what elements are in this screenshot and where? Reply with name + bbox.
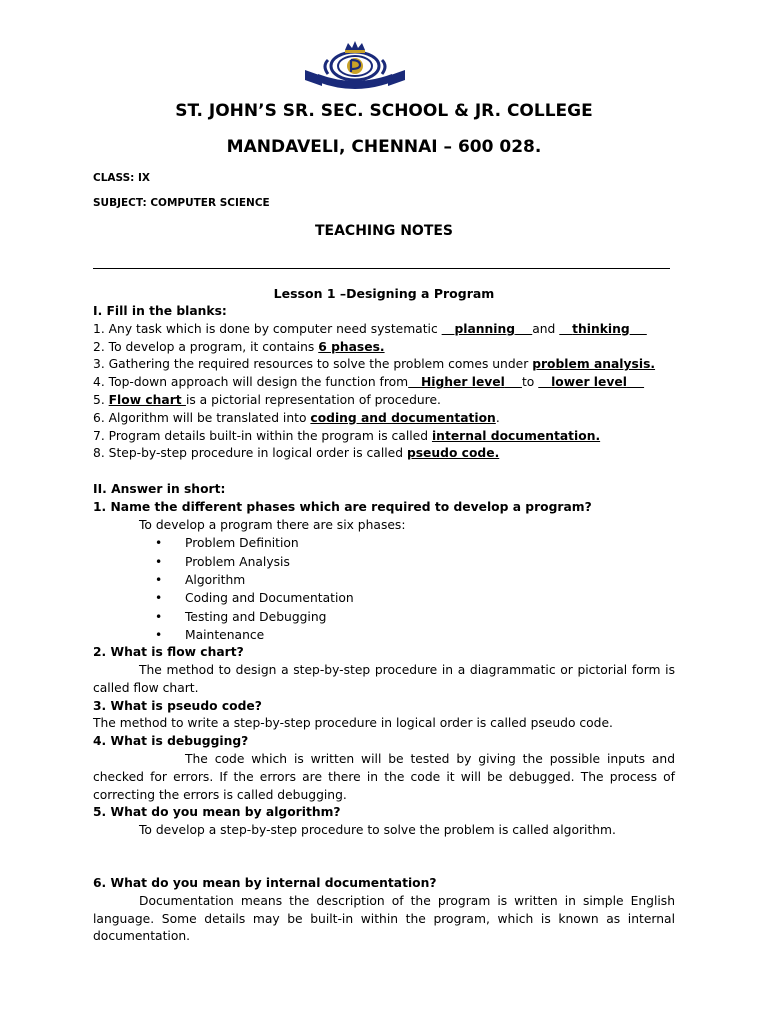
fill-q1-answer2: thinking [572,321,630,336]
fill-q4-blank1 [408,375,522,389]
subject-line: SUBJECT: COMPUTER SCIENCE [93,197,270,209]
bullet: • [155,609,163,624]
fill-q5-text: is a pictorial representation of procedure. [185,392,441,407]
phase-label: Maintenance [185,627,265,642]
bullet: • [155,591,163,606]
phase-label: Testing and Debugging [185,609,327,624]
fill-q8-answer: pseudo code. [406,446,500,461]
fill-q4-mid: to [521,375,539,390]
bullet: • [155,572,163,587]
fill-q1-blank2 [559,322,647,336]
short-a6: Documentation means the description of the program is written in simple English language. Some details may be built-in within the program, which is known as internal documentation. [93,893,675,944]
list-item [93,626,675,644]
school-address: MANDAVELI, CHENNAI – 600 028. [226,137,542,157]
short-a4: The code which is written will be tested by giving the possible inputs and checked for errors. If the errors are there in the code it will be debugged. The process of correcting the errors is called debugging. [93,751,675,802]
short-section-title: II. Answer in short: [93,481,226,496]
fill-q6-answer: coding and documentation [310,410,496,425]
bullet: • [155,554,163,569]
fill-q1-blank1 [442,322,533,336]
fill-q7-answer: internal documentation. [431,428,601,443]
fill-q1-text: 1. Any task which is done by computer need systematic [93,321,442,336]
fill-q2-answer: 6 phases. [318,339,385,354]
phases-list [93,534,675,644]
fill-item-1 [93,321,675,339]
list-item [93,534,675,552]
list-item [93,553,675,571]
school-name: ST. JOHN’S SR. SEC. SCHOOL & JR. COLLEGE [175,101,593,121]
fill-item-6 [93,410,675,428]
fill-q6-period: . [495,410,500,425]
short-a2: The method to design a step-by-step procedure in a diagrammatic or pictorial form is called flow chart. [93,662,675,695]
fill-q7-text: 7. Program details built-in within the program is called [93,428,432,443]
short-q3: 3. What is pseudo code? [93,698,262,713]
fill-item-5: 5. Flow chart is a pictorial representation of procedure. [93,392,441,407]
phase-label: Problem Analysis [185,554,290,569]
fill-q2-text: 2. To develop a program, it contains [93,339,319,354]
fill-item-7 [93,428,675,446]
fill-q1-mid: and [532,321,560,336]
fill-q3-text: 3. Gathering the required resources to solve the problem comes under [93,357,533,372]
class-line: CLASS: IX [93,172,151,184]
bullet: • [155,536,163,551]
short-a3: The method to write a step-by-step procedure in logical order is called pseudo code. [93,716,613,731]
phase-label: Algorithm [185,572,246,587]
fill-q1-answer1: planning [454,321,516,336]
separator-line [93,268,670,269]
fill-q4-blank2 [538,375,644,389]
short-a5: To develop a step-by-step procedure to solve the problem is called algorithm. [139,823,616,838]
fill-q3-answer: problem analysis. [532,357,656,372]
list-item [93,589,675,607]
fill-q8-text: 8. Step-by-step procedure in logical order is called [93,446,407,461]
fill-q6-text: 6. Algorithm will be translated into [93,410,311,425]
fill-q4-answer2: lower level [551,375,627,390]
page-heading: TEACHING NOTES [314,223,454,239]
fill-q4-answer1: Higher level [420,375,505,390]
fill-section-title: I. Fill in the blanks: [93,304,227,318]
short-q6: 6. What do you mean by internal documentation? [93,875,437,890]
short-q2: 2. What is flow chart? [93,645,244,660]
short-q1: 1. Name the different phases which are required to develop a program? [93,499,592,514]
list-item [93,571,675,589]
short-q4: 4. What is debugging? [93,734,249,749]
notes-body [93,303,675,946]
short-q1-intro: To develop a program there are six phases: [139,517,406,532]
fill-item-4 [93,374,675,392]
lesson-title: Lesson 1 –Designing a Program [273,286,495,301]
phase-label: Coding and Documentation [185,591,354,606]
fill-item-2 [93,339,675,357]
fill-q4-text: 4. Top-down approach will design the function from [93,375,409,390]
school-crest-logo [300,40,410,90]
fill-item-8 [93,445,675,463]
short-q5: 5. What do you mean by algorithm? [93,805,341,820]
bullet: • [155,627,163,642]
list-item [93,608,675,626]
fill-item-3 [93,356,675,374]
phase-label: Problem Definition [185,536,299,551]
fill-q5-answer: Flow chart [108,392,186,407]
